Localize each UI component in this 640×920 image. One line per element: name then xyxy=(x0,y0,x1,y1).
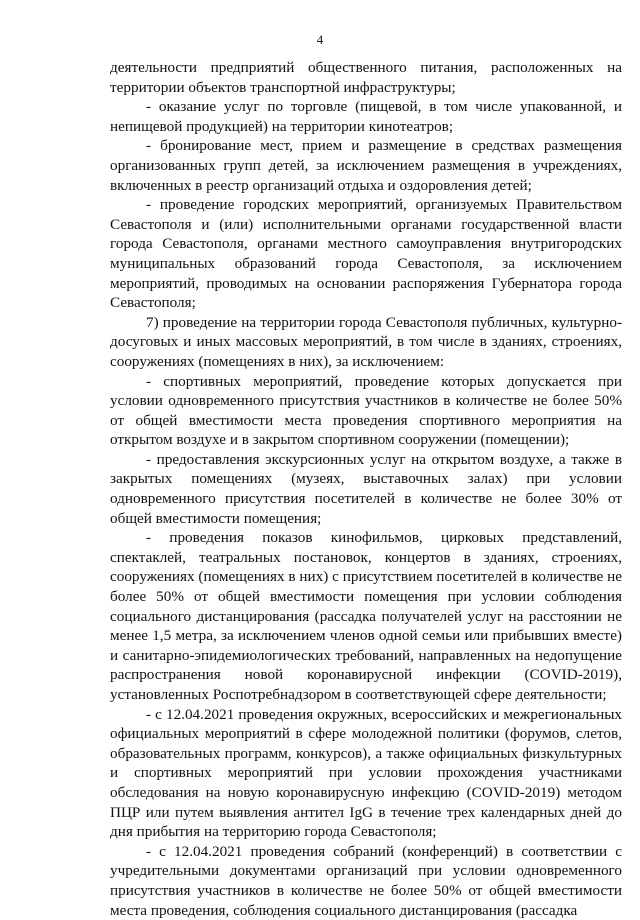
list-item-film-theatre-concerts: - проведения показов кинофильмов, цирковых представлений, спектаклей, театральных постановок, концертов в зданиях, строениях, сооружениях (помещениях в них) с присутствием посетителей в количестве не более 50% от общей вместимости помещения при условии соблюдения социального дистанцирования (рассадка получателей услуг на расстоянии не менее 1,5 метра, за исключением членов одной семьи или прибывших вместе) и санитарно-эпидемиологических требований, направленных на недопущение распространения новой коронавирусной инфекции (COVID-2019), установленных Роспотребнадзором в соответствующей сфере деятельности; xyxy=(110,529,622,703)
list-item-trade-services: - оказание услуг по торговле (пищевой, в том числе упакованной, и непищевой продукцией) на территории кинотеатров; xyxy=(110,98,622,135)
paragraph-continuation: деятельности предприятий общественного питания, расположенных на территории объектов транспортной инфраструктуры; xyxy=(110,59,622,96)
list-item-city-events: - проведение городских мероприятий, организуемых Правительством Севастополя и (или) исполнительными органами государственной власти города Севастополя, органами местного самоуправления внутригородских муниципальных образований города Севастополя, за исключением мероприятий, проводимых на основании распоряжения Губернатора города Севастополя; xyxy=(110,196,622,312)
clause-7-public-events: 7) проведение на территории города Севастополя публичных, культурно-досуговых и иных массовых мероприятий, в том числе в зданиях, строениях, сооружениях (помещениях в них), за исключением: xyxy=(110,313,622,370)
list-item-youth-policy-events: - с 12.04.2021 проведения окружных, всероссийских и межрегиональных официальных мероприятий в сфере молодежной политики (форумов, слетов, образовательных программ, конкурсов), а также официальных физкультурных и спортивных мероприятий при условии прохождения участниками обследования на новую коронавирусную инфекцию (COVID-2019) методом ПЦР или путем выявления антител IgG в течение трех календарных дней до дня прибытия на территорию города Севастополя; xyxy=(110,705,622,841)
list-item-sports-events: - спортивных мероприятий, проведение которых допускается при условии одновременного присутствия участников в количестве не более 50% от общей вместимости места проведения спортивного мероприятия на открытом воздухе и в закрытом спортивном сооружении (помещении); xyxy=(110,372,622,449)
list-item-excursion-services: - предоставления экскурсионных услуг на открытом воздухе, а также в закрытых помещениях (музеях, выставочных залах) при условии одновременного присутствия посетителей в количестве не более 30% от общей вместимости помещения; xyxy=(110,450,622,527)
list-item-children-accommodation: - бронирование мест, прием и размещение в средствах размещения организованных групп детей, за исключением размещения в учреждениях, включенных в реестр организаций отдыха и оздоровления детей; xyxy=(110,137,622,194)
list-item-meetings-conferences: - с 12.04.2021 проведения собраний (конференций) в соответствии с учредительными документами организаций при условии одновременного присутствия участников в количестве не более 50% от общей вместимости места проведения, соблюдения социального дистанцирования (рассадка xyxy=(110,842,622,919)
document-body xyxy=(110,58,622,920)
page-number: 4 xyxy=(316,32,324,47)
